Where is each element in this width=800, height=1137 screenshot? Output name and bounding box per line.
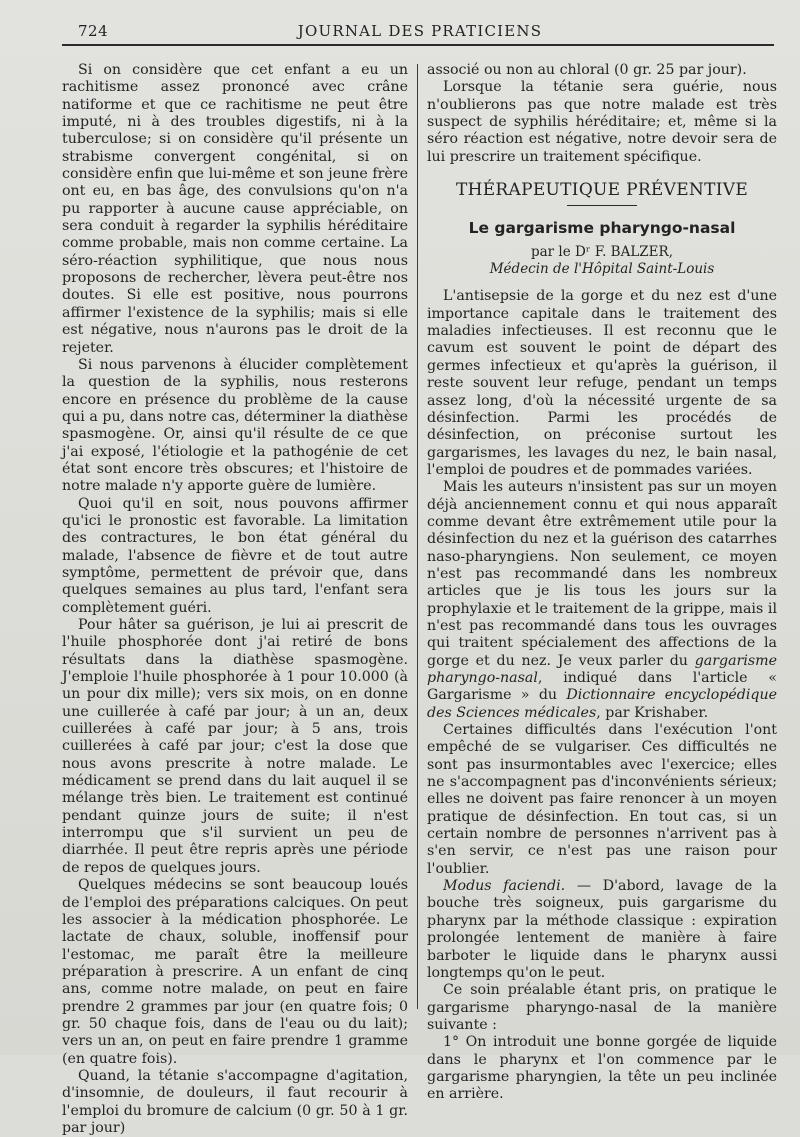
author-affiliation: Médecin de l'Hôpital Saint-Louis [489,261,715,278]
section-rule [567,205,637,206]
paragraph: L'antisepsie de la gorge et du nez est d'une importance capitale dans le traitement des maladies infectieuses. Il est reconnu que le cavum est souvent le point de départ des germes infectieux et qu'après la guérison, il reste souvent leur refuge, pendant un temps assez long, d'où la nécessité urgente de sa désinfection. Parmi les procédés de désinfection, on préconise surtout les gargarismes, les lavages du nez, le bain nasal, l'emploi de poudres et de pommades variées. [427,288,777,478]
paragraph: Si on considère que cet enfant a eu un rachitisme assez prononcé avec crâne natiforme et que ce rachitisme ne peut être imputé, ni à des troubles digestifs, ni à la tuberculose; si on considère qu'il présente un strabisme convergent congénital, si on considère enfin que lui-même et son jeune frère ont eu, en bas âge, des convulsions qu'on n'a pu rapporter à aucune cause appréciable, on sera conduit à regarder la syphilis héréditaire comme probable, mais non comme certaine. La séro-réaction syphilitique, que nous nous proposons de rechercher, lèvera peut-être nos doutes. Si elle est positive, nous pourrons affirmer l'existence de la syphilis; mais si elle est négative, nous n'aurons pas le droit de la rejeter. [62,62,408,356]
paragraph: associé ou non au chloral (0 gr. 25 par jour). [427,62,747,78]
italic-term: gargarisme pharyngo-nasal [427,652,777,686]
paragraph [427,878,777,982]
article-title: Le gargarisme pharyngo-nasal [468,219,736,238]
paragraph: Pour hâter sa guérison, je lui ai prescrit de l'huile phosphorée dont j'ai retiré de bons résultats dans la diathèse spasmogène. J'emploie l'huile phosphorée à 1 pour 10.000 (à un pour dix mille); vers six mois, on en donne une cuillerée à café par jour; à un an, deux cuillerées à café par jour; à 5 ans, trois cuillerées à café par jour; c'est la dose que nous avons prescrite à notre malade. Le médicament se prend dans du lait auquel il se mélange très bien. Le traitement est continué pendant quinze jours de suite; il n'est interrompu que s'il survient un peu de diarrhée. Il peut être repris après une période de repos de quelques jours. [62,617,408,876]
column-divider [417,64,418,1009]
text-run: — D'abord, lavage de la bouche très soigneux, puis gargarisme du pharynx par la méthode classique : expiration prolongée lentement de manière à faire barboter le liquide dans le pharynx aussi longtemps qu'on le peut. [427,878,778,981]
text-run: Mais les auteurs n'insistent pas sur un moyen déjà anciennement connu et qui nous apparaît comme devant être extrêmement utile pour la désinfection du nez et la guérison des catarrhes naso-pharyngiens. Non seulement, ce moyen n'est pas recommandé dans les nombreux articles que je lis tous les jours sur la prophylaxie et le traitement de la grippe, mais il n'est pas recommandé dans tous les ouvrages qui traitent spécialement des affections de la gorge et du nez. Je veux parler du [427,479,777,669]
header-rule [62,44,774,46]
article-author: par le Dʳ F. BALZER, [530,243,673,260]
paragraph: Quelques médecins se sont beaucoup loués de l'emploi des préparations calciques. On peut les associer à la médication phosphorée. Le lactate de chaux, soluble, inoffensif pour l'estomac, me paraît être la meilleure préparation à prescrire. A un enfant de cinq ans, comme notre malade, on peut en faire prendre 2 grammes par jour (en quatre fois; 0 gr. 50 chaque fois, dans de l'eau ou du lait); vers un an, on peut en faire prendre 1 gramme (en quatre fois). [62,877,408,1067]
right-column [427,62,777,1104]
left-column [62,62,408,1137]
paragraph: Ce soin préalable étant pris, on pratique le gargarisme pharyngo-nasal de la manière suivante : [427,982,777,1033]
italic-citation: Dictionnaire encyclopédique des Sciences médicales [427,687,777,721]
text-run: , indiqué dans l'article « Gargarisme » du [427,670,777,704]
paragraph: 1° On introduit une bonne gorgée de liquide dans le pharynx et l'on commence par le gargarisme pharyngien, la tête un peu inclinée en arrière. [427,1034,777,1103]
paragraph: Si nous parvenons à élucider complètement la question de la syphilis, nous resterons encore en présence du problème de la cause qui a pu, dans notre cas, déterminer la diathèse spasmogène. Or, ainsi qu'il résulte de ce que j'ai exposé, l'étiologie et la pathogénie de cet état sont encore très obscures; et l'histoire de notre malade n'y apporte guère de lumière. [62,356,408,495]
paragraph: Lorsque la tétanie sera guérie, nous n'oublierons pas que notre malade est très suspect de syphilis héréditaire; et, même si la séro réaction est négative, notre devoir sera de lui prescrire un traitement spécifique. [427,79,777,165]
paragraph: Quoi qu'il en soit, nous pouvons affirmer qu'ici le pronostic est favorable. La limitation des contractures, le bon état général du malade, l'absence de fièvre et de tout autre symptôme, permettent de prévoir que, dans quelques semaines au plus tard, l'enfant sera complètement guéri. [62,495,408,616]
page-header [70,16,770,44]
text-run: , par Krishaber. [596,704,709,721]
paragraph: Quand, la tétanie s'accompagne d'agitation, d'insomnie, de douleurs, il faut recourir à l'emploi du bromure de calcium (0 gr. 50 à 1 gr. par jour) [62,1067,408,1136]
page-number: 724 [78,22,109,40]
section-heading: THÉRAPEUTIQUE PRÉVENTIVE [455,180,749,201]
running-title: JOURNAL DES PRATICIENS [297,22,543,40]
italic-subheading: Modus faciendi. [443,878,566,895]
paragraph: Certaines difficultés dans l'exécution l'ont empêché de se vulgariser. Ces difficultés ne sont pas insurmontables avec l'exercice; elles ne s'accompagnent pas d'inconvénients sérieux; elles ne doivent pas faire renoncer à un moyen pratique de désinfection. En tout cas, si un certain nombre de personnes n'arrivent pas à s'en servir, ce n'est pas une raison pour l'oublier. [427,722,777,877]
paragraph [427,479,777,722]
